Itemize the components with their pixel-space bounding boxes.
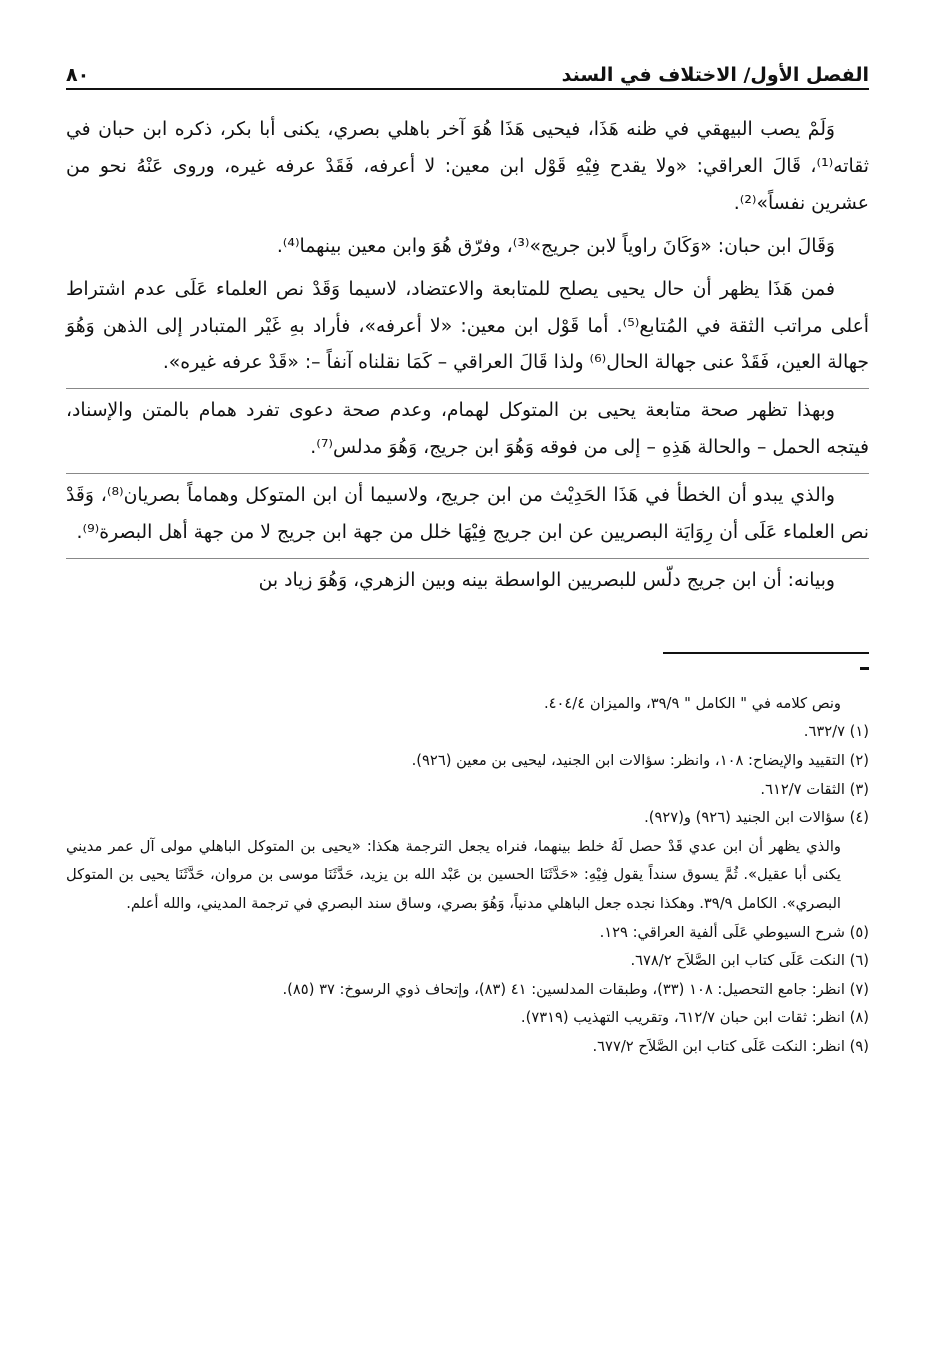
footnote-continuation-mark	[66, 660, 869, 672]
paragraph-3: فمن هَذَا يظهر أن حال يحيى يصلح للمتابعة والاعتضاد، لاسيما وَقَدْ نص العلماء عَلَى عدم اشتراط أعلى مراتب الثقة في المُتابع⁽⁵⁾. أما قَوْل ابن معين: «لا أعرفه»، فأراد بهِ غَيْر المتبادر إلى الذهن وَهُوَ جهالة العين، فَقَدْ عنى جهالة الحال⁽⁶⁾ ولذا قَالَ العراقي – كَمَا نقلناه آنفاً –: «قَدْ عرفه غيره».	[66, 278, 869, 374]
paragraph-2: وَقَالَ ابن حبان: «وَكَانَ راوياً لابن جريج»⁽³⁾، وفرّق هُوَ وابن معين بينهما⁽⁴⁾.	[276, 235, 835, 257]
footnote-6: (٦) النكت عَلَى كتاب ابن الصَّلاَح ٦٧٨/٢.	[630, 952, 869, 970]
paragraph-1: وَلَمْ يصب البيهقي في ظنه هَذَا، فيحيى هَذَا هُوَ آخر باهلي بصري، يكنى أبا بكر، ذكره ابن حبان في ثقاته⁽¹⁾، قَالَ العراقي: «ولا يقدح فِيْهِ قَوْل ابن معين: لا أعرفه، فَقَدْ عرفه غيره، وروى عَنْهُ نحو من عشرين نفساً»⁽²⁾.	[66, 119, 869, 214]
footnote-carryover: ونص كلامه في " الكامل " ٣٩/٩، والميزان ٤٠٤/٤.	[543, 694, 841, 712]
footnote-9: (٩) انظر: النكت عَلَى كتاب ابن الصَّلاَح ٦٧٧/٢.	[592, 1038, 869, 1055]
running-title: الفصل الأول/ الاختلاف في السند	[561, 64, 869, 86]
footnotes	[66, 690, 869, 1062]
footnote-1: (١) ٦٣٢/٧.	[803, 723, 869, 741]
main-text	[66, 112, 869, 600]
footnote-7: (٧) انظر: جامع التحصيل: ١٠٨ (٣٣)، وطبقات المدلسين: ٤١ (٨٣)، وإتحاف ذوي الرسوخ: ٣٧ (٨٥).	[282, 980, 869, 998]
footnote-4: (٤) سؤالات ابن الجنيد (٩٢٦) و(٩٢٧).	[644, 809, 869, 827]
footnote-8: (٨) انظر: ثقات ابن حبان ٦١٢/٧، وتقريب التهذيب (٧٣١٩).	[520, 1009, 869, 1027]
paragraph-4: وبهذا تظهر صحة متابعة يحيى بن المتوكل لهمام، وعدم صحة دعوى تفرد همام بالمتن والإسناد، فيتجه الحمل – والحالة هَذِهِ – إلى من فوقه وَهُوَ ابن جريج، وَهُوَ مدلس⁽⁷⁾.	[66, 388, 869, 467]
footnote-separator	[663, 652, 869, 654]
page-number: ٨٠	[66, 64, 90, 86]
paragraph-6: وبيانه: أن ابن جريج دلّس للبصريين الواسطة بينه وبين الزهري، وَهُوَ زياد بن	[66, 558, 869, 600]
running-header	[66, 58, 869, 90]
footnote-2: (٢) التقييد والإيضاح: ١٠٨، وانظر: سؤالات ابن الجنيد، ليحيى بن معين (٩٢٦).	[411, 752, 869, 770]
footnote-3: (٣) الثقات ٦١٢/٧.	[760, 780, 869, 798]
footnote-5: (٥) شرح السيوطي عَلَى ألفية العراقي: ١٢٩.	[599, 923, 869, 941]
paragraph-5: والذي يبدو أن الخطأ في هَذَا الحَدِيْث من ابن جريج، ولاسيما أن ابن المتوكل وهماماً بصريان⁽⁸⁾، وَقَدْ نص العلماء عَلَى أن رِوَايَة البصريين عن ابن جريج فِيْهَا خلل من جهة ابن جريج لا من جهة أهل البصرة⁽⁹⁾.	[66, 473, 869, 552]
footnote-4-continued: والذي يظهر أن ابن عدي قَدْ حصل لَهُ خلط بينهما، فنراه يجعل الترجمة هكذا: «يحيى بن المتوكل الباهلي مولى آل عمر مديني يكنى أبا عقيل». ثُمَّ يسوق سنداً يقول فِيْهِ: «حَدَّثَنَا الحسين بن عَبْد الله بن يزيد، حَدَّثَنَا موسى بن مروان، حَدَّثَنَا يحيى بن المتوكل البصري». الكامل ٣٩/٩. وهكذا نجده جعل الباهلي مدنياً، وَهُوَ بصري، وساق سند البصري في ترجمة المديني، والله أعلم.	[66, 837, 841, 913]
